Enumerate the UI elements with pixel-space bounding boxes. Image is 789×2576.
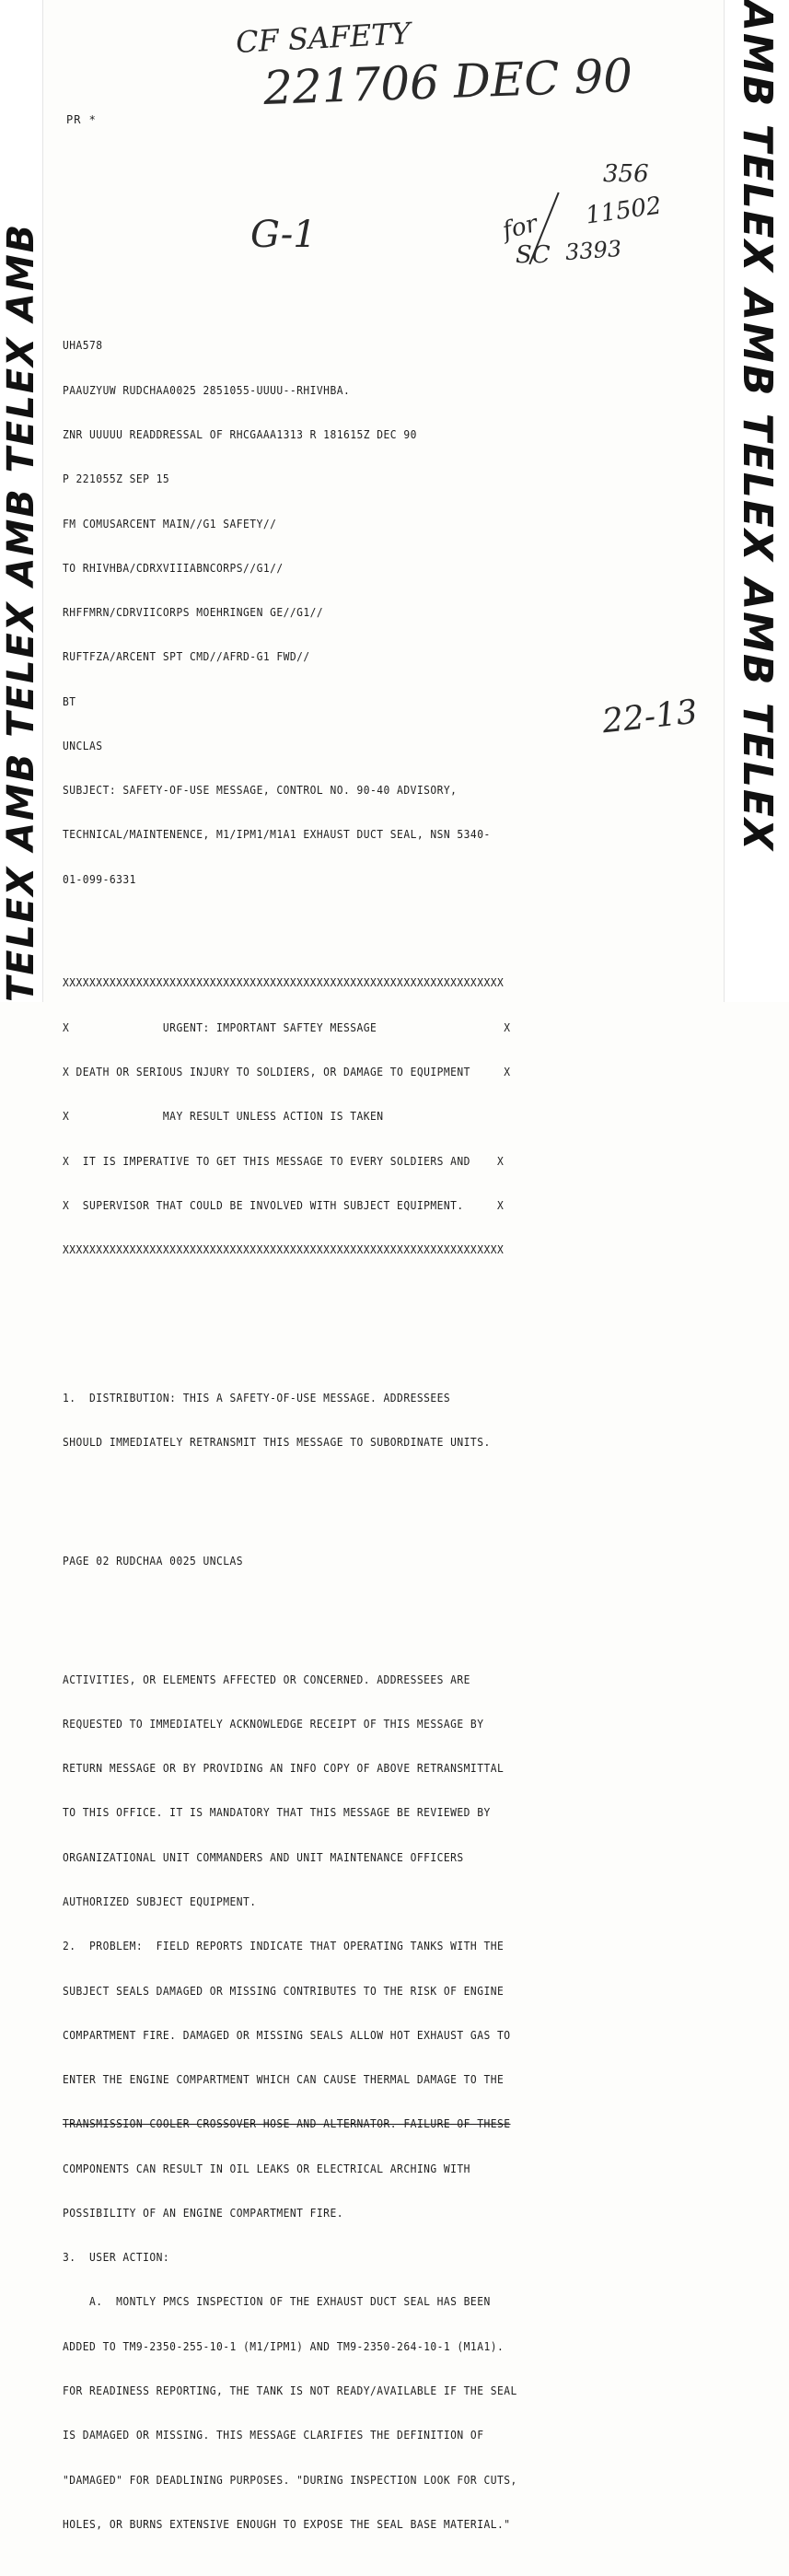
- handwritten-356: 356: [603, 160, 649, 188]
- telex-message: [63, 279, 686, 2576]
- urgent-box-line: X MAY RESULT UNLESS ACTION IS TAKEN: [63, 1110, 505, 1124]
- problem-line: SUBJECT SEALS DAMAGED OR MISSING CONTRIBUTES TO THE RISK OF ENGINE: [63, 1984, 505, 1998]
- header-line: RHFFMRN/CDRVIICORPS MOEHRINGEN GE//G1//: [63, 606, 324, 620]
- subject-line: TECHNICAL/MAINTENENCE, M1/IPM1/M1A1 EXHAUST DUCT SEAL, NSN 5340-: [63, 828, 491, 842]
- header-line: RUFTFZA/ARCENT SPT CMD//AFRD-G1 FWD//: [63, 650, 310, 664]
- urgent-box-line: X DEATH OR SERIOUS INJURY TO SOLDIERS, OR DAMAGE TO EQUIPMENT X: [63, 1065, 511, 1078]
- problem-line: 2. PROBLEM: FIELD REPORTS INDICATE THAT OPERATING TANKS WITH THE: [63, 1940, 505, 1953]
- urgent-box: [63, 946, 686, 1287]
- problem-line: COMPARTMENT FIRE. DAMAGED OR MISSING SEALS ALLOW HOT EXHAUST GAS TO: [63, 2028, 511, 2042]
- problem-line: COMPONENTS CAN RESULT IN OIL LEAKS OR ELECTRICAL ARCHING WITH: [63, 2162, 470, 2175]
- user-action-line: HOLES, OR BURNS EXTENSIVE ENOUGH TO EXPOSE THE SEAL BASE MATERIAL.": [63, 2517, 511, 2531]
- user-action-line: IS DAMAGED OR MISSING. THIS MESSAGE CLARIFIES THE DEFINITION OF: [63, 2429, 484, 2442]
- telex-banner-left: [0, 0, 43, 1002]
- handwritten-cf-safety: CF SAFETY: [235, 16, 412, 60]
- urgent-box-line: X URGENT: IMPORTANT SAFTEY MESSAGE X: [63, 1020, 511, 1034]
- paragraph-line: ACTIVITIES, OR ELEMENTS AFFECTED OR CONCERNED. ADDRESSEES ARE: [63, 1673, 470, 1686]
- message-header: [63, 309, 686, 916]
- paragraph-line: ORGANIZATIONAL UNIT COMMANDERS AND UNIT MAINTENANCE OFFICERS: [63, 1850, 464, 1864]
- header-line: PAAUZYUW RUDCHAA0025 2851055-UUUU--RHIVHBA.: [63, 383, 351, 397]
- user-action-line: A. MONTLY PMCS INSPECTION OF THE EXHAUST DUCT SEAL HAS BEEN: [63, 2295, 491, 2309]
- handwritten-22-13: 22-13: [600, 693, 700, 741]
- handwritten-for: for: [499, 209, 540, 246]
- handwritten-g1: G-1: [250, 214, 317, 256]
- user-action-line: ADDED TO TM9-2350-255-10-1 (M1/IPM1) AND TM9-2350-264-10-1 (M1A1).: [63, 2339, 505, 2353]
- paragraph-line: 1. DISTRIBUTION: THIS A SAFETY-OF-USE MESSAGE. ADDRESSEES: [63, 1391, 451, 1405]
- handwritten-date-time-group: 221706 DEC 90: [262, 49, 634, 115]
- paragraph-line: SHOULD IMMEDIATELY RETRANSMIT THIS MESSAGE TO SUBORDINATE UNITS.: [63, 1436, 491, 1450]
- paragraph-line: TO THIS OFFICE. IT IS MANDATORY THAT THIS MESSAGE BE REVIEWED BY: [63, 1806, 491, 1820]
- paragraph-line: RETURN MESSAGE OR BY PROVIDING AN INFO COPY OF ABOVE RETRANSMITTAL: [63, 1762, 505, 1776]
- handwritten-sc: SC: [516, 241, 551, 269]
- distribution-paragraph: [63, 1361, 686, 1480]
- paragraph-line: AUTHORIZED SUBJECT EQUIPMENT.: [63, 1894, 257, 1908]
- telex-banner-left-text: TELEX AMB TELEX AMB TELEX AMB: [0, 222, 42, 1002]
- user-action-line: "DAMAGED" FOR DEADLINING PURPOSES. "DURING INSPECTION LOOK FOR CUTS,: [63, 2473, 517, 2487]
- subject-line: 01-099-6331: [63, 872, 136, 886]
- urgent-box-line: X IT IS IMPERATIVE TO GET THIS MESSAGE TO EVERY SOLDIERS AND X: [63, 1154, 505, 1168]
- struck-through-line: TRANSMISSION COOLER CROSSOVER HOSE AND ALTERNATOR. FAILURE OF THESE: [63, 2117, 511, 2131]
- header-line: UNCLAS: [63, 739, 103, 752]
- urgent-box-line: XXXXXXXXXXXXXXXXXXXXXXXXXXXXXXXXXXXXXXXXXXXXXXXXXXXXXXXXXXXXXXXXXX: [63, 976, 505, 990]
- header-line: TO RHIVHBA/CDRXVIIIABNCORPS//G1//: [63, 561, 284, 575]
- priority-marker: PR *: [66, 113, 97, 126]
- user-action-line: 3. USER ACTION:: [63, 2251, 170, 2265]
- user-action-line: FOR READINESS REPORTING, THE TANK IS NOT READY/AVAILABLE IF THE SEAL: [63, 2384, 517, 2398]
- telex-banner-right-text: AMB TELEX AMB TELEX AMB TELEX: [734, 0, 781, 852]
- page-header: PAGE 02 RUDCHAA 0025 UNCLAS: [63, 1554, 244, 1568]
- subject-line: SUBJECT: SAFETY-OF-USE MESSAGE, CONTROL NO. 90-40 ADVISORY,: [63, 784, 458, 798]
- header-line: BT: [63, 694, 76, 708]
- header-line: FM COMUSARCENT MAIN//G1 SAFETY//: [63, 517, 277, 530]
- handwritten-3393: 3393: [564, 235, 622, 266]
- header-line: ZNR UUUUU READDRESSAL OF RHCGAAA1313 R 181615Z DEC 90: [63, 427, 417, 441]
- header-line: P 221055Z SEP 15: [63, 472, 170, 486]
- telex-banner-right: [724, 0, 789, 1002]
- urgent-box-line: X SUPERVISOR THAT COULD BE INVOLVED WITH SUBJECT EQUIPMENT. X: [63, 1198, 505, 1212]
- paragraph-line: REQUESTED TO IMMEDIATELY ACKNOWLEDGE RECEIPT OF THIS MESSAGE BY: [63, 1717, 484, 1731]
- header-line: UHA578: [63, 339, 103, 353]
- problem-line: ENTER THE ENGINE COMPARTMENT WHICH CAN CAUSE THERMAL DAMAGE TO THE: [63, 2073, 505, 2087]
- body-paragraphs: [63, 1642, 686, 2561]
- problem-line: POSSIBILITY OF AN ENGINE COMPARTMENT FIRE.: [63, 2206, 343, 2220]
- handwritten-11502: 11502: [584, 192, 664, 230]
- urgent-box-line: XXXXXXXXXXXXXXXXXXXXXXXXXXXXXXXXXXXXXXXXXXXXXXXXXXXXXXXXXXXXXXXXXX: [63, 1243, 505, 1257]
